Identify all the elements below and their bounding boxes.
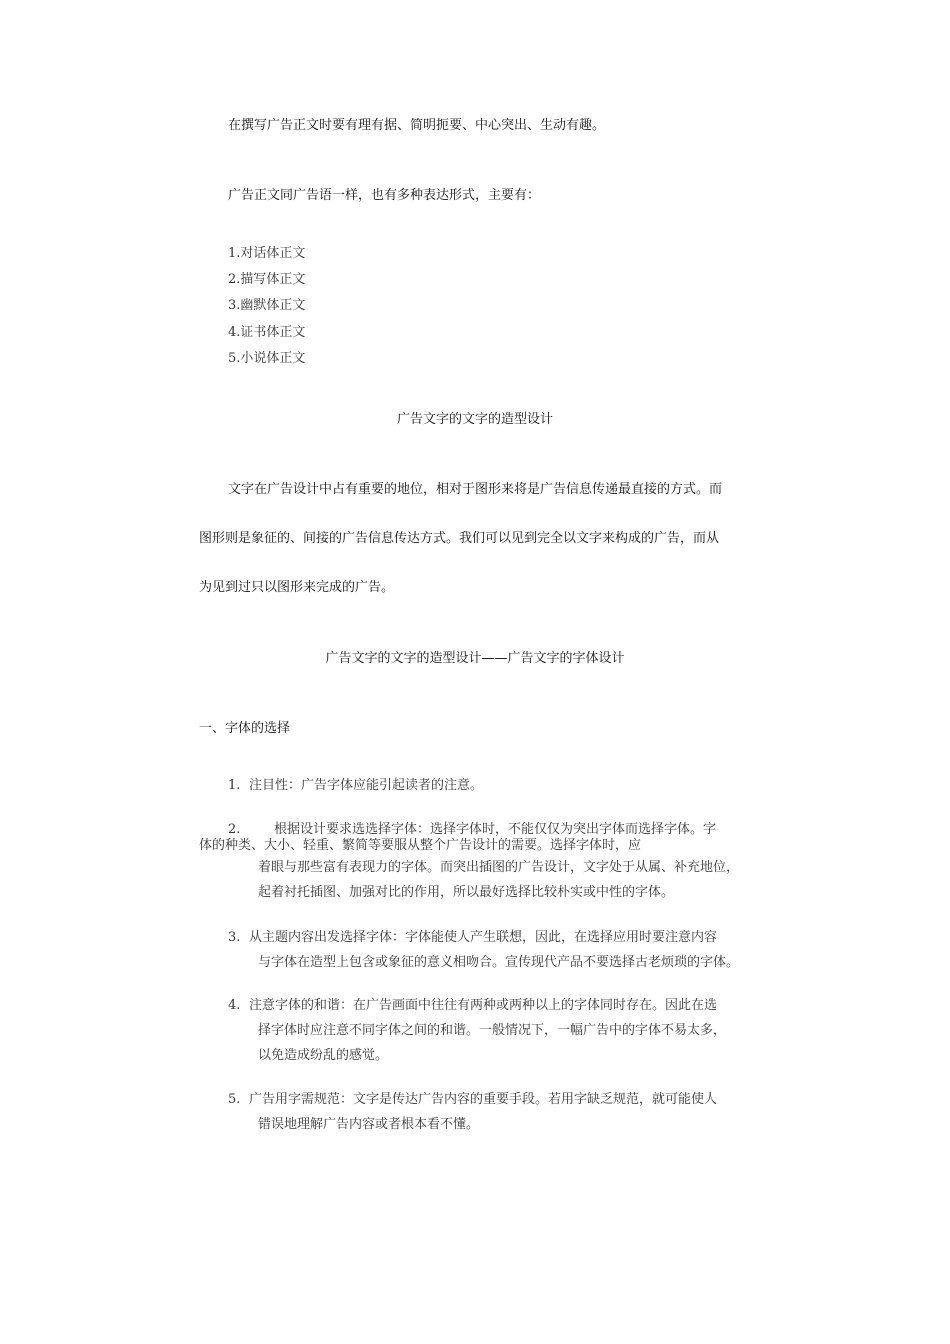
intro-paragraph-2: 广告正文同广告语一样，也有多种表达形式，主要有： xyxy=(228,188,541,203)
point-line: 错误地理解广告内容或者根本看不懂。 xyxy=(258,1117,480,1132)
list-item: 1.对话体正文 xyxy=(228,246,306,261)
point-number: 3. xyxy=(228,930,241,945)
point-number: 5. xyxy=(228,1092,241,1107)
point-line: 择字体时应注意不同字体之间的和谐。一般情况下，一幅广告中的字体不易太多， xyxy=(258,1023,727,1038)
list-item: 5.小说体正文 xyxy=(228,351,306,366)
point-number: 1. xyxy=(228,778,241,793)
point-line: 与字体在造型上包含或象征的意义相吻合。宣传现代产品不要选择古老烦琐的字体。 xyxy=(258,955,740,970)
point-line: 体的种类、大小、轻重、繁简等要服从整个广告设计的需要。选择字体时，应 xyxy=(199,838,642,853)
point-line: 起着衬托插图、加强对比的作用，所以最好选择比较朴实或中性的字体。 xyxy=(258,885,675,900)
point-number: 4. xyxy=(228,998,241,1013)
list-item: 2.描写体正文 xyxy=(228,272,306,287)
body-line: 文字在广告设计中占有重要的地位，相对于图形来将是广告信息传递最直接的方式。而 xyxy=(228,482,723,497)
point-number: 2. xyxy=(228,822,241,837)
point-line: 根据设计要求选选择字体：选择字体时，不能仅仅为突出字体而选择字体。字 xyxy=(274,822,717,837)
list-item: 4.证书体正文 xyxy=(228,325,306,340)
point-line: 着眼与那些富有表现力的字体。而突出插图的广告设计，文字处于从属、补充地位， xyxy=(258,860,740,875)
section-title: 广告文字的文字的造型设计——广告文字的字体设计 xyxy=(325,651,625,666)
body-line: 图形则是象征的、间接的广告信息传达方式。我们可以见到完全以文字来构成的广告，而从 xyxy=(199,531,720,546)
point-line: 以免造成纷乱的感觉。 xyxy=(258,1048,389,1063)
point-line: 广告用字需规范：文字是传达广告内容的重要手段。若用字缺乏规范，就可能使人 xyxy=(249,1092,718,1107)
section-title: 广告文字的文字的造型设计 xyxy=(396,412,553,427)
point-line: 注目性：广告字体应能引起读者的注意。 xyxy=(249,778,484,793)
intro-paragraph-1: 在撰写广告正文时要有理有据、简明扼要、中心突出、生动有趣。 xyxy=(228,118,606,133)
point-line: 从主题内容出发选择字体：字体能使人产生联想，因此，在选择应用时要注意内容 xyxy=(249,930,718,945)
body-line: 为见到过只以图形来完成的广告。 xyxy=(199,580,395,595)
point-line: 注意字体的和谐：在广告画面中往往有两种或两种以上的字体同时存在。因此在选 xyxy=(249,998,718,1013)
section-subtitle: 一、字体的选择 xyxy=(199,721,291,736)
list-item: 3.幽默体正文 xyxy=(228,298,306,313)
